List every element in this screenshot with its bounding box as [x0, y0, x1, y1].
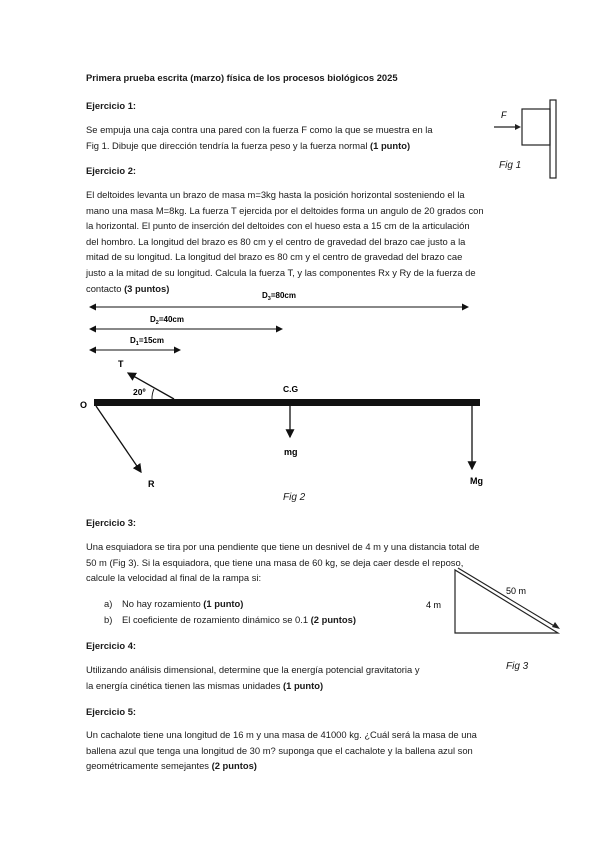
item-b-text: El coeficiente de rozamiento dinámico se 0.1 — [122, 614, 309, 625]
exercise-1-line-1: Se empuja una caja contra una pared con la fuerza F como la que se muestra en la — [86, 124, 433, 135]
exercise-4-line-2: la energía cinética tienen las mismas unidades — [86, 679, 281, 691]
exercise-1-heading: Ejercicio 1: — [86, 100, 137, 111]
exercise-5-points: (2 puntos) — [211, 760, 257, 772]
d1-label: $D_1=15cm$ — [130, 336, 164, 347]
fig1-caption: Fig 1 — [499, 160, 522, 171]
fig2-diagram — [0, 282, 599, 505]
exercise-2-points: (3 puntos) — [124, 282, 170, 294]
bigmg-label: Mg — [470, 476, 483, 486]
exercise-2-line-6: justo a la mitad de su longitud. Calcula la fuerza T, y las componentes Rx y Ry de la fuerza de — [86, 266, 476, 278]
slope-arrow — [458, 568, 556, 627]
exercise-5-text — [86, 727, 518, 774]
force-label: F — [501, 110, 507, 120]
exercise-3-line-2: 50 m (Fig 3). Si la esquiadora, que tiene una masa de 60 kg, se deja caer desde el reposo, — [86, 556, 464, 568]
box — [522, 109, 550, 145]
height-label: 4 m — [426, 600, 442, 610]
hyp-label: 50 m — [506, 586, 527, 596]
exercise-5-line-1: Un cachalote tiene una longitud de 16 m y una masa de 41000 kg. ¿Cuál será la masa de una — [86, 729, 477, 740]
exercise-2-line-3: la horizontal. El punto de inserción del deltoides con el hueso esta a 15 cm de la articulación — [86, 220, 470, 232]
slope-arrowhead — [552, 622, 560, 629]
arm-beam — [94, 399, 480, 406]
exercise-3-heading: Ejercicio 3: — [86, 517, 137, 528]
exercise-1-text — [86, 122, 518, 153]
exercise-2-line-2: mano una masa M=8kg. La fuerza T ejercida por el deltoides forma un angulo de 20 grados con — [86, 204, 484, 216]
exercise-4-points: (1 punto) — [283, 679, 324, 691]
cg-label: C.G — [283, 384, 299, 394]
exercise-2-line-1: El deltoides levanta un brazo de masa m=3kg hasta la posición horizontal sosteniendo el la — [86, 189, 465, 200]
exercise-5-line-3: geométricamente semejantes — [86, 760, 209, 772]
item-b-marker: b) — [104, 614, 113, 625]
exercise-2-text — [86, 187, 518, 296]
exercise-3-item-a — [104, 596, 244, 612]
item-a-marker: a) — [104, 598, 113, 609]
r-arrow — [96, 406, 141, 472]
exercise-4-line-1: Utilizando análisis dimensional, determine que la energía potencial gravitatoria y — [86, 664, 420, 675]
exercise-3-item-b — [104, 612, 356, 628]
exercise-4-heading: Ejercicio 4: — [86, 640, 137, 651]
exercise-2-line-5: mitad de su longitud. La longitud del brazo es 80 cm y el centro de gravedad del brazo cae — [86, 251, 463, 263]
t-label: T — [118, 359, 124, 369]
exercise-1-points: (1 punto) — [370, 139, 411, 151]
d3-label: $D_3=80cm$ — [262, 291, 296, 302]
fig3-diagram — [420, 565, 570, 640]
item-a-points: (1 punto) — [203, 598, 244, 609]
fig2-caption: Fig 2 — [283, 492, 306, 503]
wall — [550, 100, 556, 178]
r-label: R — [148, 479, 155, 489]
exercise-3-line-1: Una esquiadora se tira por una pendiente que tiene un desnivel de 4 m y una distancia total de — [86, 541, 480, 552]
exercise-4-text — [86, 662, 518, 693]
exercise-2-line-4: del hombro. La longitud del brazo es 80 cm y el centro de gravedad del brazo cae justo a la — [86, 235, 466, 247]
page-title: Primera prueba escrita (marzo) física de los procesos biológicos 2025 — [86, 72, 398, 83]
ramp-triangle — [455, 570, 558, 633]
item-a-text: No hay rozamiento — [122, 598, 201, 609]
exercise-1-line-2: Fig 1. Dibuje que dirección tendría la fuerza peso y la fuerza normal — [86, 139, 368, 151]
exercise-5-heading: Ejercicio 5: — [86, 706, 137, 717]
mg-label: mg — [284, 447, 298, 457]
origin-label: O — [80, 400, 88, 410]
angle-arc — [152, 389, 154, 399]
exercise-2-line-7: contacto — [86, 282, 122, 294]
exercise-5-line-2: ballena azul que tenga una longitud de 30 m? suponga que el cachalote y la ballena azul son — [86, 744, 473, 756]
item-b-points: (2 puntos) — [310, 614, 356, 625]
force-arrowhead — [515, 124, 521, 130]
d2-label: $D_2=40cm$ — [150, 315, 184, 326]
exercise-3-line-3: calcule la velocidad al final de la rampa si: — [86, 572, 262, 584]
exercise-2-heading: Ejercicio 2: — [86, 165, 137, 176]
fig1-diagram — [490, 95, 570, 185]
angle-label: 20º — [133, 387, 146, 397]
fig3-caption: Fig 3 — [506, 661, 529, 672]
